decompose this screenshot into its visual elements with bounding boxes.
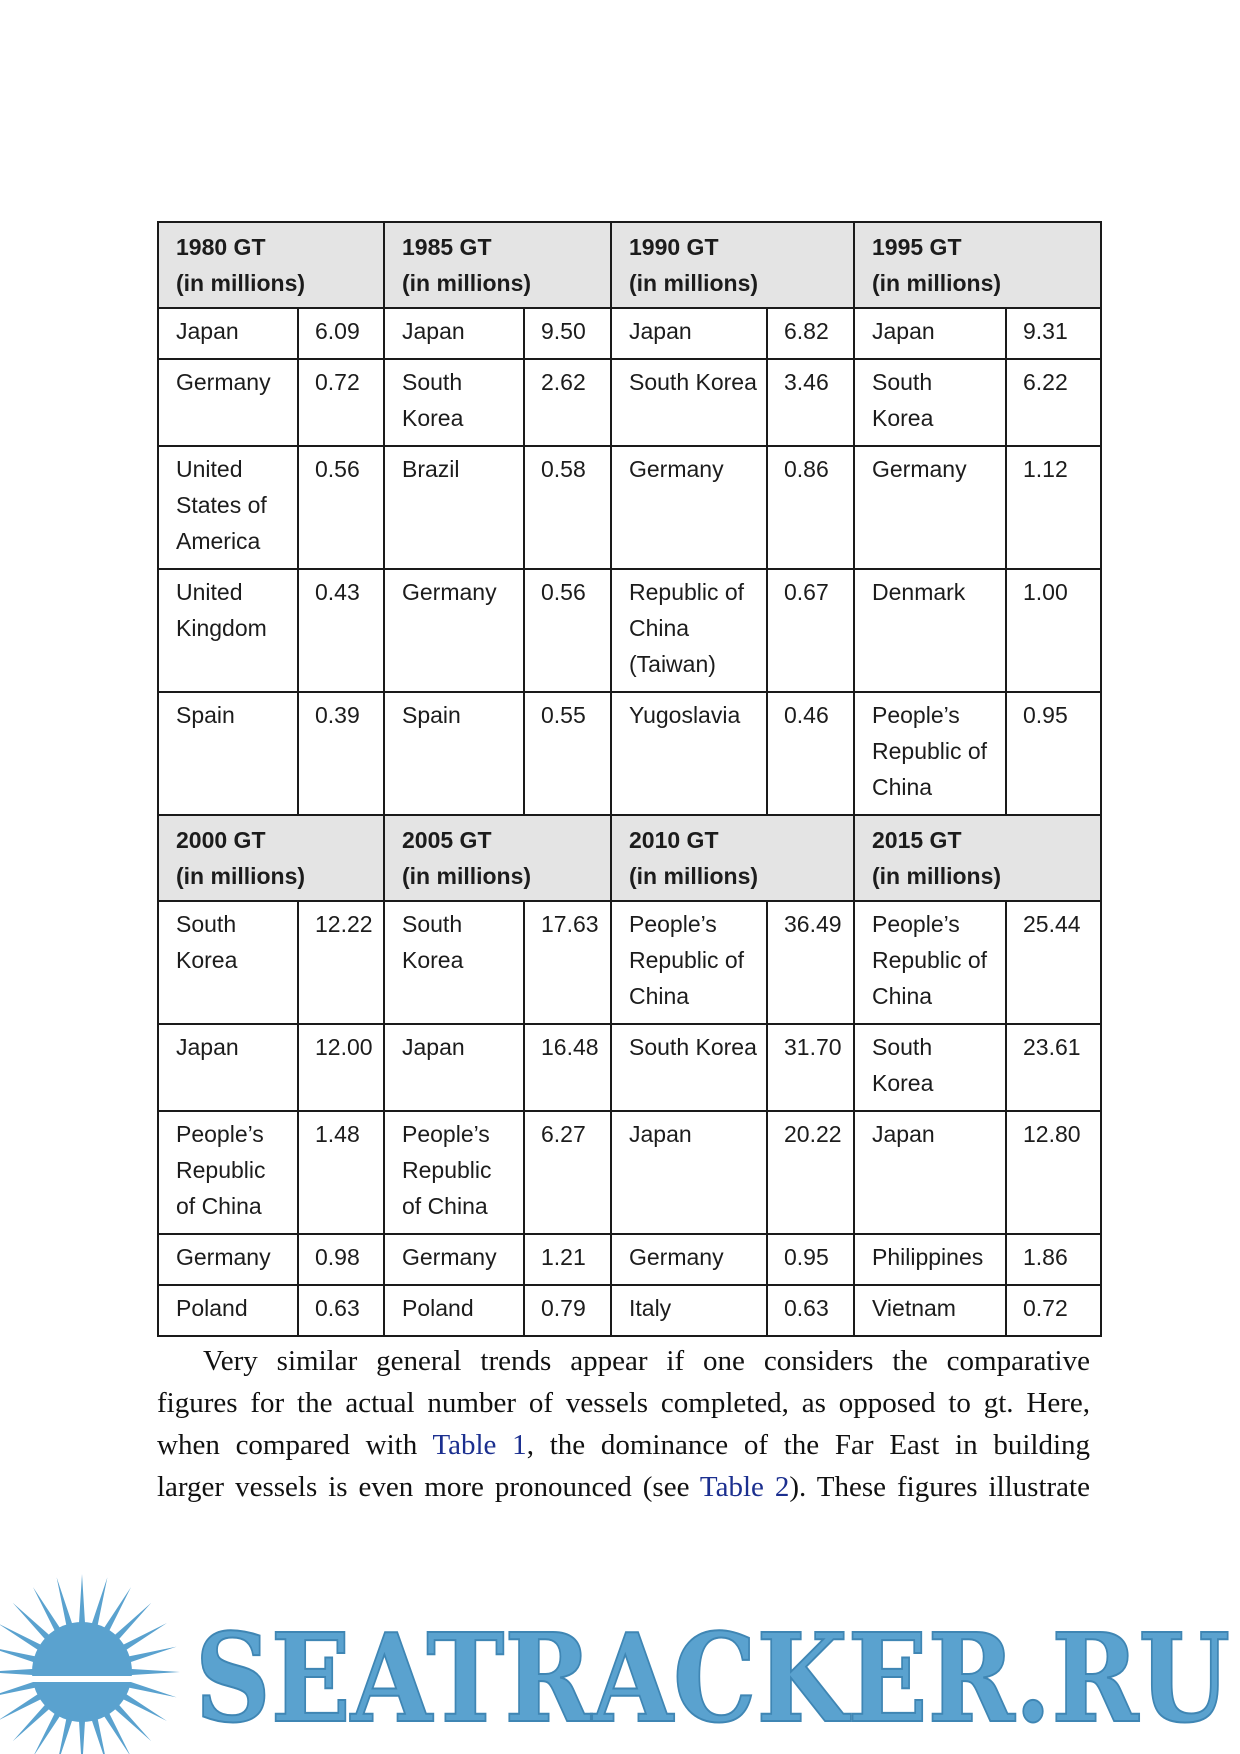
tonnage-cell: 0.79 — [524, 1285, 611, 1336]
tonnage-cell: 9.50 — [524, 308, 611, 359]
country-cell: Japan — [854, 308, 1006, 359]
country-cell: People’s Republic of China — [854, 901, 1006, 1024]
watermark — [0, 1560, 1240, 1754]
tonnage-cell: 1.48 — [298, 1111, 384, 1234]
tonnage-cell: 12.22 — [298, 901, 384, 1024]
year-header-unit: (in millions) — [402, 270, 532, 296]
paragraph-line: figures for the actual number of vessels completed, as opposed to gt. Here, — [157, 1387, 1090, 1419]
year-header-title: 2015 GT — [872, 827, 962, 853]
year-header-unit: (in millions) — [176, 863, 306, 889]
table-row — [158, 1111, 1101, 1234]
tonnage-cell: 17.63 — [524, 901, 611, 1024]
watermark-text: SEATRACKER.RU — [195, 1606, 1230, 1750]
sun-icon — [0, 1574, 180, 1754]
tonnage-cell: 9.31 — [1006, 308, 1101, 359]
country-cell: Japan — [611, 1111, 767, 1234]
tonnage-cell: 0.72 — [298, 359, 384, 446]
table-row — [158, 446, 1101, 569]
tonnage-cell: 0.56 — [524, 569, 611, 692]
year-header-title: 1995 GT — [872, 234, 962, 260]
tonnage-cell: 0.58 — [524, 446, 611, 569]
country-cell: Japan — [384, 308, 524, 359]
table-2-link[interactable]: Table 2 — [699, 1471, 790, 1503]
tonnage-cell: 0.56 — [298, 446, 384, 569]
year-header-title: 1980 GT — [176, 234, 266, 260]
tonnage-cell: 6.82 — [767, 308, 854, 359]
country-cell: People’s Republic of China — [854, 692, 1006, 815]
year-header-title: 1985 GT — [402, 234, 492, 260]
year-header — [854, 815, 1101, 901]
country-cell: People’s Republic of China — [158, 1111, 298, 1234]
country-cell: United Kingdom — [158, 569, 298, 692]
country-cell: Germany — [611, 1234, 767, 1285]
tonnage-cell: 0.63 — [298, 1285, 384, 1336]
paragraph-line — [157, 1466, 1090, 1508]
country-cell: Philippines — [854, 1234, 1006, 1285]
tonnage-cell: 0.55 — [524, 692, 611, 815]
country-cell: Japan — [158, 308, 298, 359]
year-header — [611, 815, 854, 901]
country-cell: Germany — [384, 1234, 524, 1285]
tonnage-cell: 25.44 — [1006, 901, 1101, 1024]
country-cell: Poland — [384, 1285, 524, 1336]
country-cell: Vietnam — [854, 1285, 1006, 1336]
tonnage-cell: 0.95 — [767, 1234, 854, 1285]
country-cell: South Korea — [611, 359, 767, 446]
tonnage-cell: 3.46 — [767, 359, 854, 446]
country-cell: South Korea — [158, 901, 298, 1024]
paragraph-line: Very similar general trends appear if one considers the comparative — [203, 1345, 1090, 1377]
country-cell: Denmark — [854, 569, 1006, 692]
year-header — [384, 222, 611, 308]
tonnage-cell: 1.12 — [1006, 446, 1101, 569]
year-header-title: 2000 GT — [176, 827, 266, 853]
country-cell: Germany — [611, 446, 767, 569]
country-cell: South Korea — [611, 1024, 767, 1111]
country-cell: People’s Republic of China — [611, 901, 767, 1024]
header-row — [158, 222, 1101, 308]
sun-horizon — [20, 1676, 144, 1682]
year-header-title: 2010 GT — [629, 827, 719, 853]
tonnage-cell: 0.86 — [767, 446, 854, 569]
country-cell: Brazil — [384, 446, 524, 569]
country-cell: Yugoslavia — [611, 692, 767, 815]
year-header — [158, 222, 384, 308]
tonnage-cell: 0.67 — [767, 569, 854, 692]
tonnage-cell: 0.98 — [298, 1234, 384, 1285]
gt-table — [157, 221, 1102, 1337]
table-row — [158, 1234, 1101, 1285]
tonnage-cell: 20.22 — [767, 1111, 854, 1234]
year-header-title: 1990 GT — [629, 234, 719, 260]
country-cell: United States of America — [158, 446, 298, 569]
body-paragraph — [157, 1340, 1090, 1508]
year-header — [158, 815, 384, 901]
tonnage-cell: 6.27 — [524, 1111, 611, 1234]
tonnage-cell: 0.63 — [767, 1285, 854, 1336]
paragraph-text: larger vessels is even more pronounced (see — [157, 1471, 700, 1503]
country-cell: South Korea — [854, 359, 1006, 446]
year-header-unit: (in millions) — [872, 270, 1002, 296]
header-row — [158, 815, 1101, 901]
country-cell: Germany — [384, 569, 524, 692]
tonnage-cell: 1.00 — [1006, 569, 1101, 692]
table-row — [158, 308, 1101, 359]
paragraph-text: , the dominance of the Far East in building — [526, 1429, 1090, 1461]
tonnage-cell: 31.70 — [767, 1024, 854, 1111]
country-cell: Germany — [158, 359, 298, 446]
country-cell: Republic of China (Taiwan) — [611, 569, 767, 692]
table-row — [158, 1024, 1101, 1111]
year-header — [854, 222, 1101, 308]
gt-table-body — [158, 222, 1101, 1336]
country-cell: South Korea — [384, 359, 524, 446]
tonnage-cell: 0.43 — [298, 569, 384, 692]
country-cell: Italy — [611, 1285, 767, 1336]
tonnage-cell: 0.39 — [298, 692, 384, 815]
tonnage-cell: 0.46 — [767, 692, 854, 815]
table-row — [158, 359, 1101, 446]
year-header — [384, 815, 611, 901]
country-cell: Japan — [611, 308, 767, 359]
year-header-unit: (in millions) — [629, 863, 759, 889]
tonnage-cell: 0.72 — [1006, 1285, 1101, 1336]
tonnage-cell: 12.80 — [1006, 1111, 1101, 1234]
country-cell: Spain — [158, 692, 298, 815]
year-header-unit: (in millions) — [872, 863, 1002, 889]
country-cell: Poland — [158, 1285, 298, 1336]
country-cell: Germany — [158, 1234, 298, 1285]
country-cell: South Korea — [854, 1024, 1006, 1111]
year-header-title: 2005 GT — [402, 827, 492, 853]
table-row — [158, 692, 1101, 815]
country-cell: Japan — [158, 1024, 298, 1111]
country-cell: South Korea — [384, 901, 524, 1024]
tonnage-cell: 1.21 — [524, 1234, 611, 1285]
year-header — [611, 222, 854, 308]
tonnage-cell: 6.09 — [298, 308, 384, 359]
sun-disc — [32, 1622, 132, 1722]
country-cell: Spain — [384, 692, 524, 815]
year-header-unit: (in millions) — [402, 863, 532, 889]
country-cell: People’s Republic of China — [384, 1111, 524, 1234]
paragraph-text: when compared with — [157, 1429, 433, 1461]
tonnage-cell: 36.49 — [767, 901, 854, 1024]
tonnage-cell: 6.22 — [1006, 359, 1101, 446]
country-cell: Japan — [384, 1024, 524, 1111]
tonnage-cell: 1.86 — [1006, 1234, 1101, 1285]
table-1-link[interactable]: Table 1 — [432, 1429, 527, 1461]
tonnage-cell: 23.61 — [1006, 1024, 1101, 1111]
paragraph-line — [157, 1424, 1090, 1466]
country-cell: Japan — [854, 1111, 1006, 1234]
tonnage-cell: 12.00 — [298, 1024, 384, 1111]
country-cell: Germany — [854, 446, 1006, 569]
tonnage-cell: 2.62 — [524, 359, 611, 446]
table-row — [158, 1285, 1101, 1336]
tonnage-cell: 16.48 — [524, 1024, 611, 1111]
paragraph-text: ). These figures illustrate — [789, 1471, 1090, 1503]
tonnage-cell: 0.95 — [1006, 692, 1101, 815]
year-header-unit: (in millions) — [176, 270, 306, 296]
year-header-unit: (in millions) — [629, 270, 759, 296]
table-row — [158, 901, 1101, 1024]
table-row — [158, 569, 1101, 692]
